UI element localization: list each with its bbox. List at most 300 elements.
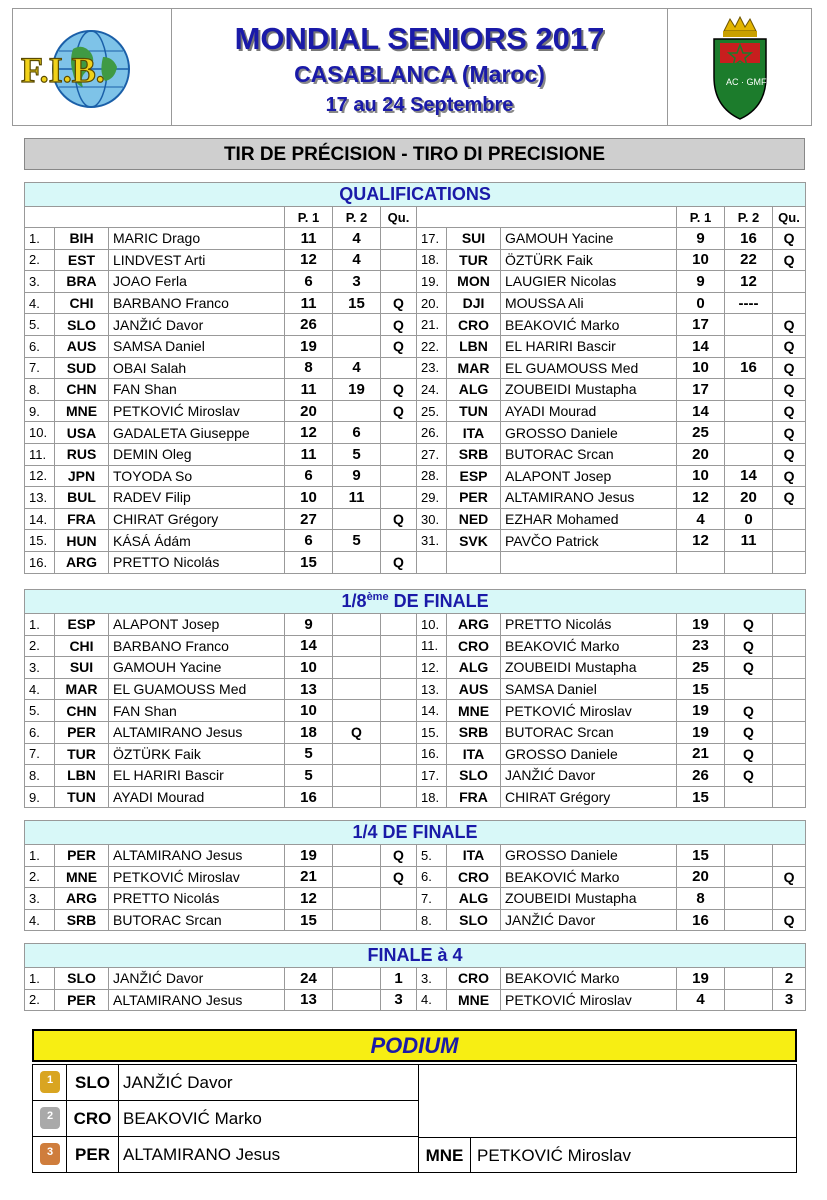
country-code-cell: TUN xyxy=(447,400,501,422)
empty-cell xyxy=(773,614,806,636)
player-name-cell: JANŽIĆ Davor xyxy=(501,765,677,787)
table-row xyxy=(25,530,806,552)
score-cell: 24 xyxy=(285,968,333,990)
qualified-cell: Q xyxy=(725,765,773,787)
score-cell: 11 xyxy=(285,443,333,465)
player-name-cell: GAMOUH Yacine xyxy=(109,657,285,679)
podium-row-bronze-1 xyxy=(33,1137,419,1173)
table-row xyxy=(25,228,806,250)
page-title: MONDIAL SENIORS 2017 xyxy=(234,21,605,56)
final-four-table xyxy=(24,943,806,1011)
country-code-cell xyxy=(447,551,501,573)
page-subtitle: CASABLANCA (Maroc) xyxy=(294,61,545,87)
player-name-cell: PAVČO Patrick xyxy=(501,530,677,552)
qualified-cell xyxy=(381,909,417,931)
score-cell: 8 xyxy=(677,888,725,910)
quarter-final-title: 1/4 DE FINALE xyxy=(25,821,806,845)
score-cell: 8 xyxy=(285,357,333,379)
rank-cell: 17. xyxy=(417,228,447,250)
player-name-cell: BEAKOVIĆ Marko xyxy=(501,968,677,990)
rank-cell: 7. xyxy=(25,357,55,379)
table-row xyxy=(25,721,806,743)
player-name-cell: BUTORAC Srcan xyxy=(501,721,677,743)
rank-cell: 18. xyxy=(417,249,447,271)
score-cell: 9 xyxy=(677,271,725,293)
qualified-cell xyxy=(773,845,806,867)
qualified-cell xyxy=(773,271,806,293)
qualified-cell: Q xyxy=(773,228,806,250)
score-cell: 20 xyxy=(285,400,333,422)
medal-number: 1 xyxy=(46,1074,54,1086)
qualified-cell: Q xyxy=(725,614,773,636)
score-cell: 14 xyxy=(677,400,725,422)
event-dates: 17 au 24 Septembre xyxy=(325,94,514,116)
qualified-cell: Q xyxy=(725,635,773,657)
player-name-cell: EL GUAMOUSS Med xyxy=(501,357,677,379)
qualified-cell: Q xyxy=(773,866,806,888)
bronze-medal-icon xyxy=(40,1143,60,1165)
table-row xyxy=(25,888,806,910)
score-cell: 19 xyxy=(677,721,725,743)
score-cell: 21 xyxy=(285,866,333,888)
player-name-cell: OBAI Salah xyxy=(109,357,285,379)
empty-cell xyxy=(773,657,806,679)
player-name-cell: BEAKOVIĆ Marko xyxy=(501,866,677,888)
empty-cell xyxy=(725,909,773,931)
country-code-cell: PER xyxy=(55,721,109,743)
podium-country-code: CRO xyxy=(67,1101,119,1136)
score-cell: 6 xyxy=(285,530,333,552)
final-four-title: FINALE à 4 xyxy=(25,944,806,968)
score-cell: 26 xyxy=(677,765,725,787)
score-cell: 12 xyxy=(285,888,333,910)
player-name-cell: ÖZTÜRK Faik xyxy=(109,743,285,765)
country-code-cell: FRA xyxy=(55,508,109,530)
medal-number: 3 xyxy=(46,1146,54,1158)
player-name-cell: LAUGIER Nicolas xyxy=(501,271,677,293)
qualified-cell xyxy=(773,551,806,573)
col-header-p2: P. 2 xyxy=(725,207,773,228)
score-cell: 10 xyxy=(677,357,725,379)
country-code-cell: MON xyxy=(447,271,501,293)
score-cell: 5 xyxy=(285,765,333,787)
podium-player-name: BEAKOVIĆ Marko xyxy=(123,1109,262,1128)
medal-cell xyxy=(33,1101,67,1136)
table-row xyxy=(25,335,806,357)
score-cell: 10 xyxy=(285,657,333,679)
score-cell: 10 xyxy=(677,249,725,271)
table-row xyxy=(25,487,806,509)
country-code-cell: TUR xyxy=(55,743,109,765)
score-cell: 27 xyxy=(285,508,333,530)
document-header xyxy=(12,8,812,126)
country-code-cell: SRB xyxy=(55,909,109,931)
empty-cell xyxy=(773,700,806,722)
gold-medal-icon xyxy=(40,1071,60,1093)
empty-cell xyxy=(773,635,806,657)
podium-box xyxy=(32,1064,797,1173)
score-2-cell xyxy=(333,335,381,357)
rank-cell: 9. xyxy=(25,400,55,422)
final-rank-cell: 3 xyxy=(773,989,806,1011)
score-cell: 10 xyxy=(677,465,725,487)
empty-cell xyxy=(381,614,417,636)
score-cell: 14 xyxy=(285,635,333,657)
col-header-p1: P. 1 xyxy=(677,207,725,228)
rank-cell: 15. xyxy=(25,530,55,552)
qualified-cell: Q xyxy=(381,845,417,867)
score-2-cell xyxy=(333,400,381,422)
qualified-cell xyxy=(725,678,773,700)
score-cell: 10 xyxy=(285,700,333,722)
score-2-cell xyxy=(725,443,773,465)
country-code-cell: AUS xyxy=(55,335,109,357)
country-code-cell: ITA xyxy=(447,743,501,765)
empty-cell xyxy=(725,989,773,1011)
country-code-cell: PER xyxy=(55,845,109,867)
player-name-cell: SAMSA Daniel xyxy=(501,678,677,700)
empty-cell xyxy=(725,845,773,867)
country-code-cell: CHN xyxy=(55,379,109,401)
table-row xyxy=(25,292,806,314)
score-2-cell: 9 xyxy=(333,465,381,487)
score-cell: 6 xyxy=(285,271,333,293)
rank-cell: 15. xyxy=(417,721,447,743)
empty-cell xyxy=(773,743,806,765)
qualifications-title: QUALIFICATIONS xyxy=(25,183,806,207)
table-row xyxy=(25,909,806,931)
player-name-cell: AYADI Mourad xyxy=(501,400,677,422)
score-cell: 19 xyxy=(677,968,725,990)
podium-player-name: JANŽIĆ Davor xyxy=(123,1073,233,1092)
header-titles xyxy=(171,9,668,125)
country-code-cell: MNE xyxy=(447,700,501,722)
country-code-cell: MNE xyxy=(55,400,109,422)
country-code-cell: MAR xyxy=(55,678,109,700)
qualified-cell xyxy=(773,508,806,530)
player-name-cell: GROSSO Daniele xyxy=(501,845,677,867)
player-name-cell: FAN Shan xyxy=(109,379,285,401)
country-code-cell: CRO xyxy=(447,866,501,888)
country-code-cell: FRA xyxy=(447,786,501,808)
rank-cell: 10. xyxy=(25,422,55,444)
score-cell: 21 xyxy=(677,743,725,765)
fib-logo-cell xyxy=(13,9,172,125)
country-code-cell: HUN xyxy=(55,530,109,552)
country-code-cell: MAR xyxy=(447,357,501,379)
country-code-cell: RUS xyxy=(55,443,109,465)
rank-cell: 8. xyxy=(417,909,447,931)
score-cell: 15 xyxy=(677,786,725,808)
score-2-cell xyxy=(725,422,773,444)
col-header-p2: P. 2 xyxy=(333,207,381,228)
player-name-cell: JANŽIĆ Davor xyxy=(109,968,285,990)
country-code-cell: USA xyxy=(55,422,109,444)
rank-cell: 28. xyxy=(417,465,447,487)
rank-cell: 13. xyxy=(25,487,55,509)
score-2-cell xyxy=(333,508,381,530)
qualified-cell: Q xyxy=(725,721,773,743)
country-code-cell: NED xyxy=(447,508,501,530)
empty-cell xyxy=(725,866,773,888)
col-header-p1: P. 1 xyxy=(285,207,333,228)
rank-cell: 6. xyxy=(417,866,447,888)
rank-cell: 21. xyxy=(417,314,447,336)
score-cell: 20 xyxy=(677,443,725,465)
header-spacer xyxy=(25,207,285,228)
qualified-cell: Q xyxy=(773,400,806,422)
qualified-cell xyxy=(333,765,381,787)
table-row xyxy=(25,422,806,444)
country-code-cell: DJI xyxy=(447,292,501,314)
rank-cell: 8. xyxy=(25,379,55,401)
player-name-cell: JOAO Ferla xyxy=(109,271,285,293)
empty-cell xyxy=(381,700,417,722)
score-2-cell: 15 xyxy=(333,292,381,314)
country-code-cell: JPN xyxy=(55,465,109,487)
score-2-cell: 4 xyxy=(333,357,381,379)
silver-medal-icon xyxy=(40,1107,60,1129)
score-cell: 19 xyxy=(677,700,725,722)
qualified-cell: Q xyxy=(773,487,806,509)
podium-country-code: SLO xyxy=(67,1065,119,1100)
score-cell: 14 xyxy=(677,335,725,357)
player-name-cell: FAN Shan xyxy=(109,700,285,722)
fib-globe-logo xyxy=(13,9,171,125)
empty-cell xyxy=(725,888,773,910)
podium-player-name: ALTAMIRANO Jesus xyxy=(123,1145,281,1164)
country-code-cell: BUL xyxy=(55,487,109,509)
player-name-cell: ZOUBEIDI Mustapha xyxy=(501,657,677,679)
rank-cell: 20. xyxy=(417,292,447,314)
qualifications-table xyxy=(24,182,806,574)
player-name-cell: GAMOUH Yacine xyxy=(501,228,677,250)
qualified-cell: Q xyxy=(381,292,417,314)
qualified-cell xyxy=(381,443,417,465)
score-cell: 0 xyxy=(677,292,725,314)
player-name-cell: SAMSA Daniel xyxy=(109,335,285,357)
country-code-cell: ESP xyxy=(447,465,501,487)
country-code-cell: ALG xyxy=(447,888,501,910)
score-2-cell: 20 xyxy=(725,487,773,509)
player-name-cell: EZHAR Mohamed xyxy=(501,508,677,530)
player-name-cell: EL HARIRI Bascir xyxy=(109,765,285,787)
qualified-cell: Q xyxy=(381,866,417,888)
qualified-cell: Q xyxy=(773,465,806,487)
rank-cell: 29. xyxy=(417,487,447,509)
score-cell: 19 xyxy=(677,614,725,636)
player-name-cell: GADALETA Giuseppe xyxy=(109,422,285,444)
eighth-title-superscript: ème xyxy=(366,591,389,603)
country-code-cell: BRA xyxy=(55,271,109,293)
score-cell: 19 xyxy=(285,335,333,357)
qualified-cell xyxy=(381,228,417,250)
rank-cell: 2. xyxy=(25,249,55,271)
score-cell: 17 xyxy=(677,314,725,336)
country-code-cell: ARG xyxy=(447,614,501,636)
rank-cell: 14. xyxy=(25,508,55,530)
qualified-cell xyxy=(333,614,381,636)
rank-cell: 1. xyxy=(25,228,55,250)
rank-cell: 4. xyxy=(417,989,447,1011)
player-name-cell: MARIC Drago xyxy=(109,228,285,250)
player-name-cell: PETKOVIĆ Miroslav xyxy=(501,700,677,722)
podium-title: PODIUM xyxy=(32,1029,797,1062)
country-code-cell: CHN xyxy=(55,700,109,722)
qualified-cell: Q xyxy=(725,700,773,722)
empty-cell xyxy=(381,743,417,765)
player-name-cell: CHIRAT Grégory xyxy=(109,508,285,530)
rank-cell: 7. xyxy=(25,743,55,765)
country-code-cell: CRO xyxy=(447,968,501,990)
empty-cell xyxy=(773,721,806,743)
player-name-cell: BUTORAC Srcan xyxy=(109,909,285,931)
rank-cell: 5. xyxy=(417,845,447,867)
score-2-cell: 11 xyxy=(333,487,381,509)
player-name-cell: ALAPONT Josep xyxy=(501,465,677,487)
score-cell: 15 xyxy=(285,551,333,573)
qualified-cell xyxy=(773,888,806,910)
player-name-cell: BEAKOVIĆ Marko xyxy=(501,635,677,657)
rank-cell: 18. xyxy=(417,786,447,808)
qualified-cell xyxy=(725,786,773,808)
qualified-cell xyxy=(333,657,381,679)
player-name-cell: ALAPONT Josep xyxy=(109,614,285,636)
score-cell: 9 xyxy=(285,614,333,636)
player-name-cell: ALTAMIRANO Jesus xyxy=(109,721,285,743)
player-name-cell: ÖZTÜRK Faik xyxy=(501,249,677,271)
score-cell: 15 xyxy=(677,678,725,700)
podium-country-code: PER xyxy=(67,1137,119,1172)
table-row xyxy=(25,866,806,888)
empty-cell xyxy=(381,765,417,787)
table-row xyxy=(25,989,806,1011)
player-name-cell: PETKOVIĆ Miroslav xyxy=(109,400,285,422)
qualified-cell xyxy=(381,271,417,293)
player-name-cell: JANŽIĆ Davor xyxy=(109,314,285,336)
score-2-cell: 3 xyxy=(333,271,381,293)
table-row xyxy=(25,443,806,465)
rank-cell: 1. xyxy=(25,614,55,636)
table-row xyxy=(25,465,806,487)
player-name-cell: LINDVEST Arti xyxy=(109,249,285,271)
table-row xyxy=(25,400,806,422)
rank-cell: 6. xyxy=(25,335,55,357)
player-name-cell: TOYODA So xyxy=(109,465,285,487)
country-code-cell: ITA xyxy=(447,845,501,867)
qualified-cell: Q xyxy=(773,909,806,931)
rank-cell: 3. xyxy=(25,888,55,910)
score-2-cell: 11 xyxy=(725,530,773,552)
score-2-cell xyxy=(725,379,773,401)
score-2-cell xyxy=(333,551,381,573)
table-row xyxy=(25,635,806,657)
score-2-cell xyxy=(725,400,773,422)
rank-cell: 19. xyxy=(417,271,447,293)
qualified-cell xyxy=(381,422,417,444)
event-banner: TIR DE PRÉCISION - TIRO DI PRECISIONE xyxy=(24,138,805,170)
country-code-cell: SRB xyxy=(447,721,501,743)
player-name-cell: MOUSSA Ali xyxy=(501,292,677,314)
score-cell: 12 xyxy=(677,530,725,552)
rank-cell: 12. xyxy=(417,657,447,679)
player-name-cell: BUTORAC Srcan xyxy=(501,443,677,465)
score-2-cell: ---- xyxy=(725,292,773,314)
player-name-cell: ZOUBEIDI Mustapha xyxy=(501,888,677,910)
podium-row-bronze-2 xyxy=(419,1137,796,1173)
table-row xyxy=(25,786,806,808)
empty-cell xyxy=(773,786,806,808)
qualified-cell xyxy=(333,635,381,657)
club-logo-cell xyxy=(667,9,811,125)
country-code-cell: ARG xyxy=(55,551,109,573)
qualified-cell: Q xyxy=(773,443,806,465)
rank-cell: 3. xyxy=(25,657,55,679)
empty-cell xyxy=(381,657,417,679)
quarter-final-table xyxy=(24,820,806,931)
player-name-cell: BEAKOVIĆ Marko xyxy=(501,314,677,336)
score-cell xyxy=(677,551,725,573)
country-code-cell: SLO xyxy=(55,968,109,990)
score-2-cell xyxy=(725,335,773,357)
qualified-cell xyxy=(381,530,417,552)
country-code-cell: MNE xyxy=(55,866,109,888)
final-rank-cell: 2 xyxy=(773,968,806,990)
country-code-cell: CHI xyxy=(55,635,109,657)
player-name-cell: PRETTO Nicolás xyxy=(501,614,677,636)
podium-country-code: MNE xyxy=(419,1138,471,1173)
score-cell: 11 xyxy=(285,228,333,250)
rank-cell: 7. xyxy=(417,888,447,910)
player-name-cell: JANŽIĆ Davor xyxy=(501,909,677,931)
rank-cell: 4. xyxy=(25,678,55,700)
table-row xyxy=(25,657,806,679)
qualified-cell xyxy=(381,465,417,487)
final-rank-cell: 3 xyxy=(381,989,417,1011)
header-spacer xyxy=(417,207,677,228)
qualified-cell xyxy=(381,487,417,509)
country-code-cell: SUI xyxy=(55,657,109,679)
table-row xyxy=(25,357,806,379)
score-2-cell: 5 xyxy=(333,530,381,552)
empty-cell xyxy=(381,678,417,700)
podium-player-name: PETKOVIĆ Miroslav xyxy=(477,1146,631,1165)
player-name-cell: PRETTO Nicolás xyxy=(109,888,285,910)
table-row xyxy=(25,314,806,336)
country-code-cell: SRB xyxy=(447,443,501,465)
score-2-cell: 5 xyxy=(333,443,381,465)
empty-cell xyxy=(333,909,381,931)
qualified-cell xyxy=(333,786,381,808)
rank-cell: 12. xyxy=(25,465,55,487)
table-row xyxy=(25,508,806,530)
rank-cell: 9. xyxy=(25,786,55,808)
country-code-cell: PER xyxy=(55,989,109,1011)
score-2-cell xyxy=(725,551,773,573)
qualified-cell xyxy=(333,700,381,722)
col-header-qu: Qu. xyxy=(381,207,417,228)
player-name-cell: ZOUBEIDI Mustapha xyxy=(501,379,677,401)
country-code-cell: SVK xyxy=(447,530,501,552)
table-row xyxy=(25,765,806,787)
country-code-cell: CHI xyxy=(55,292,109,314)
rank-cell: 26. xyxy=(417,422,447,444)
empty-cell xyxy=(381,786,417,808)
col-header-qu: Qu. xyxy=(773,207,806,228)
score-cell: 15 xyxy=(285,909,333,931)
rank-cell: 10. xyxy=(417,614,447,636)
score-cell: 10 xyxy=(285,487,333,509)
